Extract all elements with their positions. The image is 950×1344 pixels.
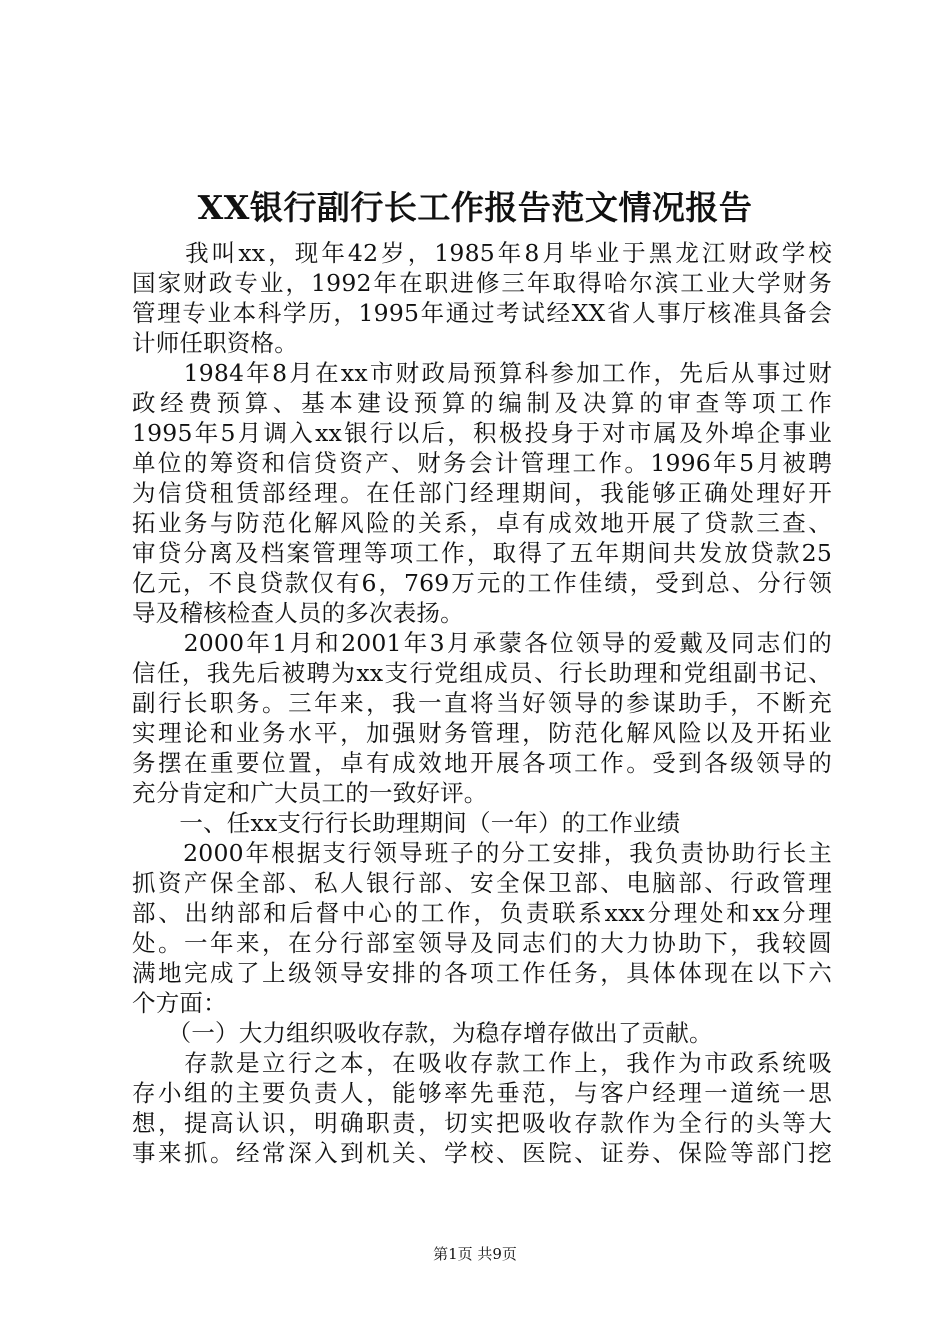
body-line: 导及稽核检查人员的多次表扬。 (132, 599, 464, 627)
body-line: 抓资产保全部、私人银行部、安全保卫部、电脑部、行政管理 (132, 869, 832, 897)
body-line: 充分肯定和广大员工的一致好评。 (132, 779, 488, 807)
body-line: 存小组的主要负责人，能够率先垂范，与客户经理一道统一思 (132, 1079, 832, 1107)
body-line: 国家财政专业，1992年在职进修三年取得哈尔滨工业大学财务 (132, 269, 832, 297)
body-line: 处。一年来，在分行部室领导及同志们的大力协助下，我较圆 (132, 929, 832, 957)
body-line: 1995年5月调入xx银行以后，积极投身于对市属及外埠企事业 (132, 419, 832, 447)
body-line: 计师任职资格。 (132, 329, 298, 357)
body-line: 拓业务与防范化解风险的关系，卓有成效地开展了贷款三查、 (132, 509, 832, 537)
body-line: 1984年8月在xx市财政局预算科参加工作，先后从事过财 (132, 359, 832, 387)
body-line: 管理专业本科学历，1995年通过考试经XX省人事厅核准具备会 (132, 299, 832, 327)
document-title: XX银行副行长工作报告范文情况报告 (197, 188, 753, 227)
page-footer: 第1页 共9页 (433, 1245, 517, 1263)
document-body (132, 238, 832, 1168)
body-line: 我叫xx，现年42岁，1985年8月毕业于黑龙江财政学校 (132, 239, 832, 267)
body-line: 实理论和业务水平，加强财务管理，防范化解风险以及开拓业 (132, 719, 832, 747)
subsection-heading: （一）大力组织吸收存款，为稳存增存做出了贡献。 (132, 1019, 713, 1047)
body-line: 存款是立行之本，在吸收存款工作上，我作为市政系统吸 (132, 1049, 832, 1077)
body-line: 部、出纳部和后督中心的工作，负责联系xxx分理处和xx分理 (132, 899, 832, 927)
body-line: 副行长职务。三年来，我一直将当好领导的参谋助手，不断充 (132, 689, 832, 717)
body-line: 2000年根据支行领导班子的分工安排，我负责协助行长主 (132, 839, 832, 867)
body-line: 亿元，不良贷款仅有6，769万元的工作佳绩，受到总、分行领 (132, 569, 832, 597)
body-line: 为信贷租赁部经理。在任部门经理期间，我能够正确处理好开 (132, 479, 832, 507)
body-line: 2000年1月和2001年3月承蒙各位领导的爱戴及同志们的 (132, 629, 832, 657)
body-line: 务摆在重要位置，卓有成效地开展各项工作。受到各级领导的 (132, 749, 832, 777)
body-line: 单位的筹资和信贷资产、财务会计管理工作。1996年5月被聘 (132, 449, 832, 477)
body-line: 个方面： (132, 989, 227, 1017)
body-line: 满地完成了上级领导安排的各项工作任务，具体体现在以下六 (132, 959, 832, 987)
body-line: 信任，我先后被聘为xx支行党组成员、行长助理和党组副书记、 (132, 659, 832, 687)
body-line: 审贷分离及档案管理等项工作，取得了五年期间共发放贷款25 (132, 539, 832, 567)
section-heading: 一、任xx支行行长助理期间（一年）的工作业绩 (132, 809, 681, 837)
body-line: 政经费预算、基本建设预算的编制及决算的审查等项工作 (132, 389, 832, 417)
body-line: 想，提高认识，明确职责，切实把吸收存款作为全行的头等大 (132, 1109, 832, 1137)
body-line: 事来抓。经常深入到机关、学校、医院、证券、保险等部门挖 (132, 1139, 832, 1167)
